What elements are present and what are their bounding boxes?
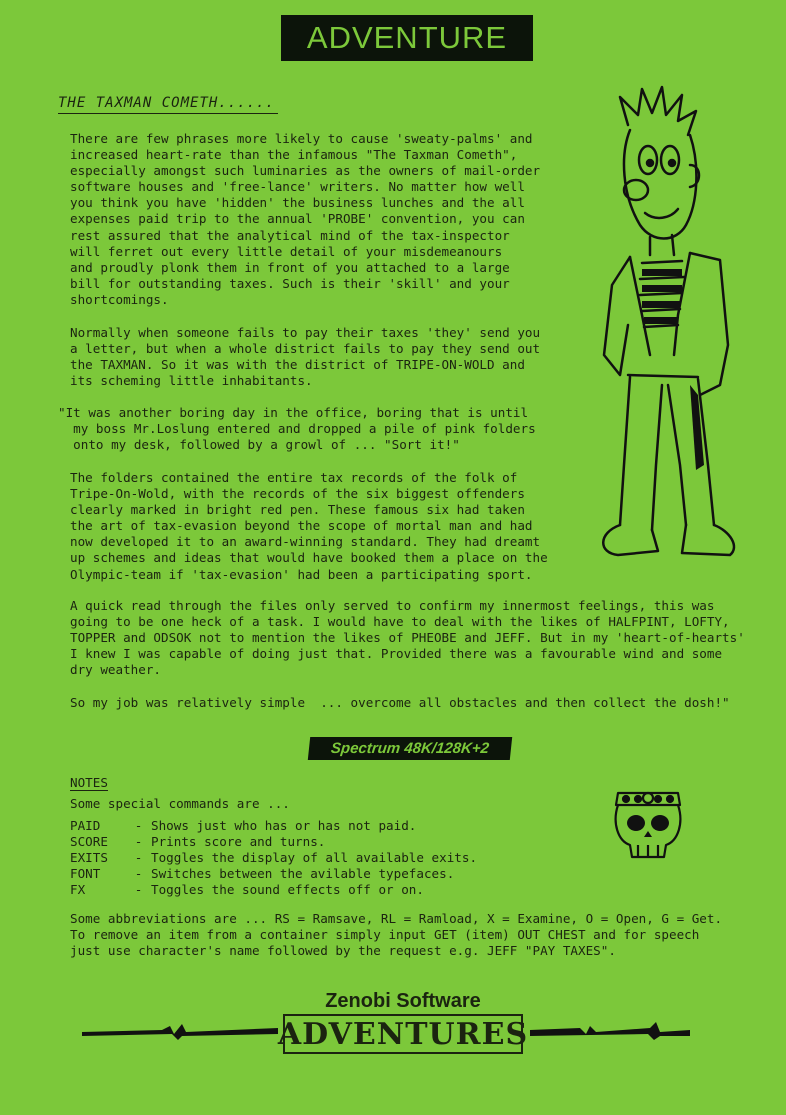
left-brush-stroke	[82, 1020, 278, 1042]
command-row	[70, 866, 477, 882]
command-row	[70, 834, 477, 850]
command-name: EXITS	[70, 850, 108, 865]
command-desc: Switches between the avilable typefaces.	[151, 866, 455, 881]
article-title: THE TAXMAN COMETH......	[58, 95, 278, 114]
command-dash: -	[134, 882, 143, 897]
banner-title: ADVENTURE	[306, 20, 508, 55]
adventures-logo-text: ADVENTURES	[277, 1016, 529, 1052]
command-row	[70, 850, 477, 866]
command-name: PAID	[70, 818, 101, 833]
notes-title: NOTES	[70, 775, 108, 790]
command-desc: Toggles the sound effects off or on.	[151, 882, 424, 897]
right-brush-stroke	[530, 1020, 690, 1042]
publisher-name: Zenobi Software	[325, 990, 481, 1012]
command-name: FONT	[70, 866, 101, 881]
command-desc: Prints score and turns.	[151, 834, 326, 849]
paragraph-taxman: Normally when someone fails to pay their taxes 'they' send you a letter, but when a whole district fails to pay they send out the TAXMAN. So it was with the district of TRIPE-ON-WOLD and its scheming little inhabitants.	[70, 325, 541, 389]
command-list	[70, 818, 477, 898]
command-desc: Shows just who has or has not paid.	[151, 818, 417, 833]
platform-label: Spectrum 48K/128K+2	[330, 740, 490, 757]
command-dash: -	[134, 850, 143, 865]
command-row	[70, 882, 477, 898]
command-desc: Toggles the display of all available exits.	[151, 850, 478, 865]
command-name: SCORE	[70, 834, 108, 849]
command-dash: -	[134, 818, 143, 833]
command-dash: -	[134, 866, 143, 881]
command-name: FX	[70, 882, 86, 897]
paragraph-conclusion: So my job was relatively simple ... overcome all obstacles and then collect the dosh!"	[70, 695, 730, 710]
skull-icon	[608, 783, 688, 863]
adventure-banner	[283, 17, 531, 59]
notes-intro: Some special commands are ...	[70, 796, 290, 811]
paragraph-folders: The folders contained the entire tax records of the folk of Tripe-On-Wold, with the records of the six biggest offenders clearly marked in bright red pen. These famous six had taken the art of tax-evasion beyond the scope of mortal man and had now developed it to an award-winning standard. They had dreamt up schemes and ideas that would have booked them a place on the Olympic-team if 'tax-evasion' had been a participating sport.	[70, 470, 548, 582]
command-row	[70, 818, 477, 834]
paragraph-task: A quick read through the files only served to confirm my innermost feelings, this was going to be one heck of a task. I would have to deal with the likes of HALFPINT, LOFTY, TOPPER and ODSOK not to mention the likes of PHEOBE and JEFF. But in my 'heart-of-hearts' I knew I was capable of doing just that. Provided there was a favourable wind and some dry weather.	[70, 598, 745, 678]
adventures-logo	[277, 1014, 529, 1054]
paragraph-intro: There are few phrases more likely to cause 'sweaty-palms' and increased heart-rate than the infamous "The Taxman Cometh", especially amongst such luminaries as the owners of mail-order software houses and 'free-lance' writers. No matter how well you think you have 'hidden' the business lunches and the all expenses paid trip to the annual 'PROBE' convention, you can rest assured that the analytical mind of the tax-inspector will ferret out every little detail of your misdemeanours and proudly plonk them in front of you attached to a large bill for outstanding taxes. Such is their 'skill' and your shortcomings.	[70, 131, 541, 307]
paragraph-office: "It was another boring day in the office, boring that is until my boss Mr.Loslung entered and dropped a pile of pink folders onto my desk, followed by a growl of ... "Sort it!"	[58, 405, 536, 453]
platform-banner	[308, 737, 512, 760]
abbreviations-text: Some abbreviations are ... RS = Ramsave, RL = Ramload, X = Examine, O = Open, G = Get. To remove an item from a container simply input GET (item) OUT CHEST and for speech just use character's name followed by the request e.g. JEFF "PAY TAXES".	[70, 911, 723, 959]
taxman-illustration	[590, 85, 740, 570]
command-dash: -	[134, 834, 143, 849]
